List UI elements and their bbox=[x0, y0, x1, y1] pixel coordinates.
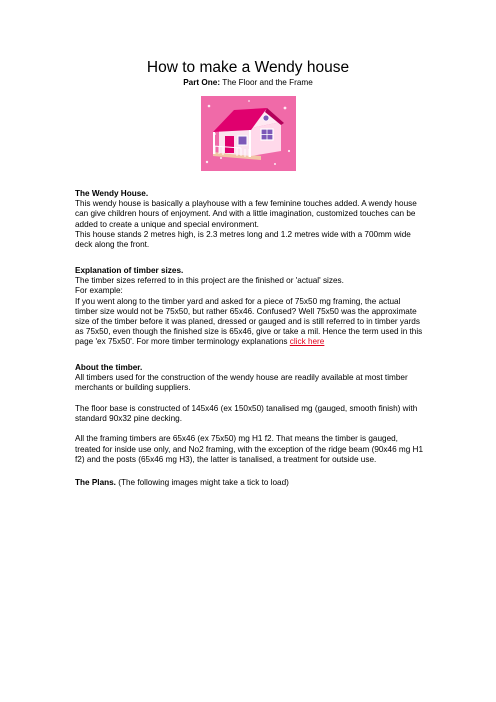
wendy-house-image bbox=[201, 96, 296, 171]
section-heading: The Wendy House. bbox=[75, 189, 149, 198]
front-window bbox=[238, 136, 247, 145]
page-subtitle bbox=[0, 77, 496, 88]
section-timber-sizes bbox=[75, 266, 425, 348]
section-heading: About the timber. bbox=[75, 363, 143, 372]
plans-note: (The following images might take a tick to load) bbox=[118, 478, 289, 487]
door bbox=[225, 136, 234, 153]
paragraph: This wendy house is basically a playhouse with a few feminine touches added. A wendy house can give children hours of enjoyment. And with a little imagination, customized touches can be added to create a unique and special environment. bbox=[75, 199, 417, 229]
section-plans bbox=[75, 478, 425, 488]
paragraph: The floor base is constructed of 145x46 (ex 150x50) tanalised mg (gauged, smooth finish) with standard 90x32 pine decking. bbox=[75, 403, 418, 423]
section-about-timber bbox=[75, 363, 425, 465]
page-title: How to make a Wendy house bbox=[146, 59, 350, 76]
paragraph bbox=[75, 478, 425, 488]
paragraph: For example: bbox=[75, 286, 123, 296]
section-heading: Explanation of timber sizes. bbox=[75, 266, 184, 275]
terminology-link[interactable]: click here bbox=[289, 337, 325, 347]
post-left bbox=[213, 132, 215, 154]
paragraph bbox=[75, 297, 425, 348]
paragraph-text: If you went along to the timber yard and asked for a piece of 75x50 mg framing, the actual timber size would not be 75x50, but rather 65x46. Confused? Well 75x50 was the approximate size of the timber before it was planed, dressed or gauged and is still referred to in timber yards as 75x50, even though the finished size is 65x46, give or take a mil. Hence the term used in this page 'ex 75x50'. For more timber terminology explanations bbox=[75, 296, 423, 347]
paragraph: This house stands 2 metres high, is 2.3 metres long and 1.2 metres wide with a 700mm wide deck along the front. bbox=[75, 229, 411, 250]
section-heading: The Plans. bbox=[75, 478, 116, 487]
paragraph: All the framing timbers are 65x46 (ex 75x50) mg H1 f2. That means the timber is gauged, treated for inside use only, and No2 framing, with the exception of the ridge beam (90x46 mg H1 f2) and the posts (65x46 mg H3), the latter is tanalised, a treatment for outside use. bbox=[75, 434, 424, 464]
paragraph: The timber sizes referred to in this project are the finished or 'actual' sizes. bbox=[75, 276, 344, 286]
subtitle-text: The Floor and the Frame bbox=[222, 78, 313, 87]
post-right bbox=[249, 130, 251, 157]
paragraph: All timbers used for the construction of the wendy house are readily available at most timber merchants or building suppliers. bbox=[75, 373, 408, 393]
subtitle-part: Part One: bbox=[183, 78, 221, 87]
section-wendy-house bbox=[75, 189, 425, 250]
